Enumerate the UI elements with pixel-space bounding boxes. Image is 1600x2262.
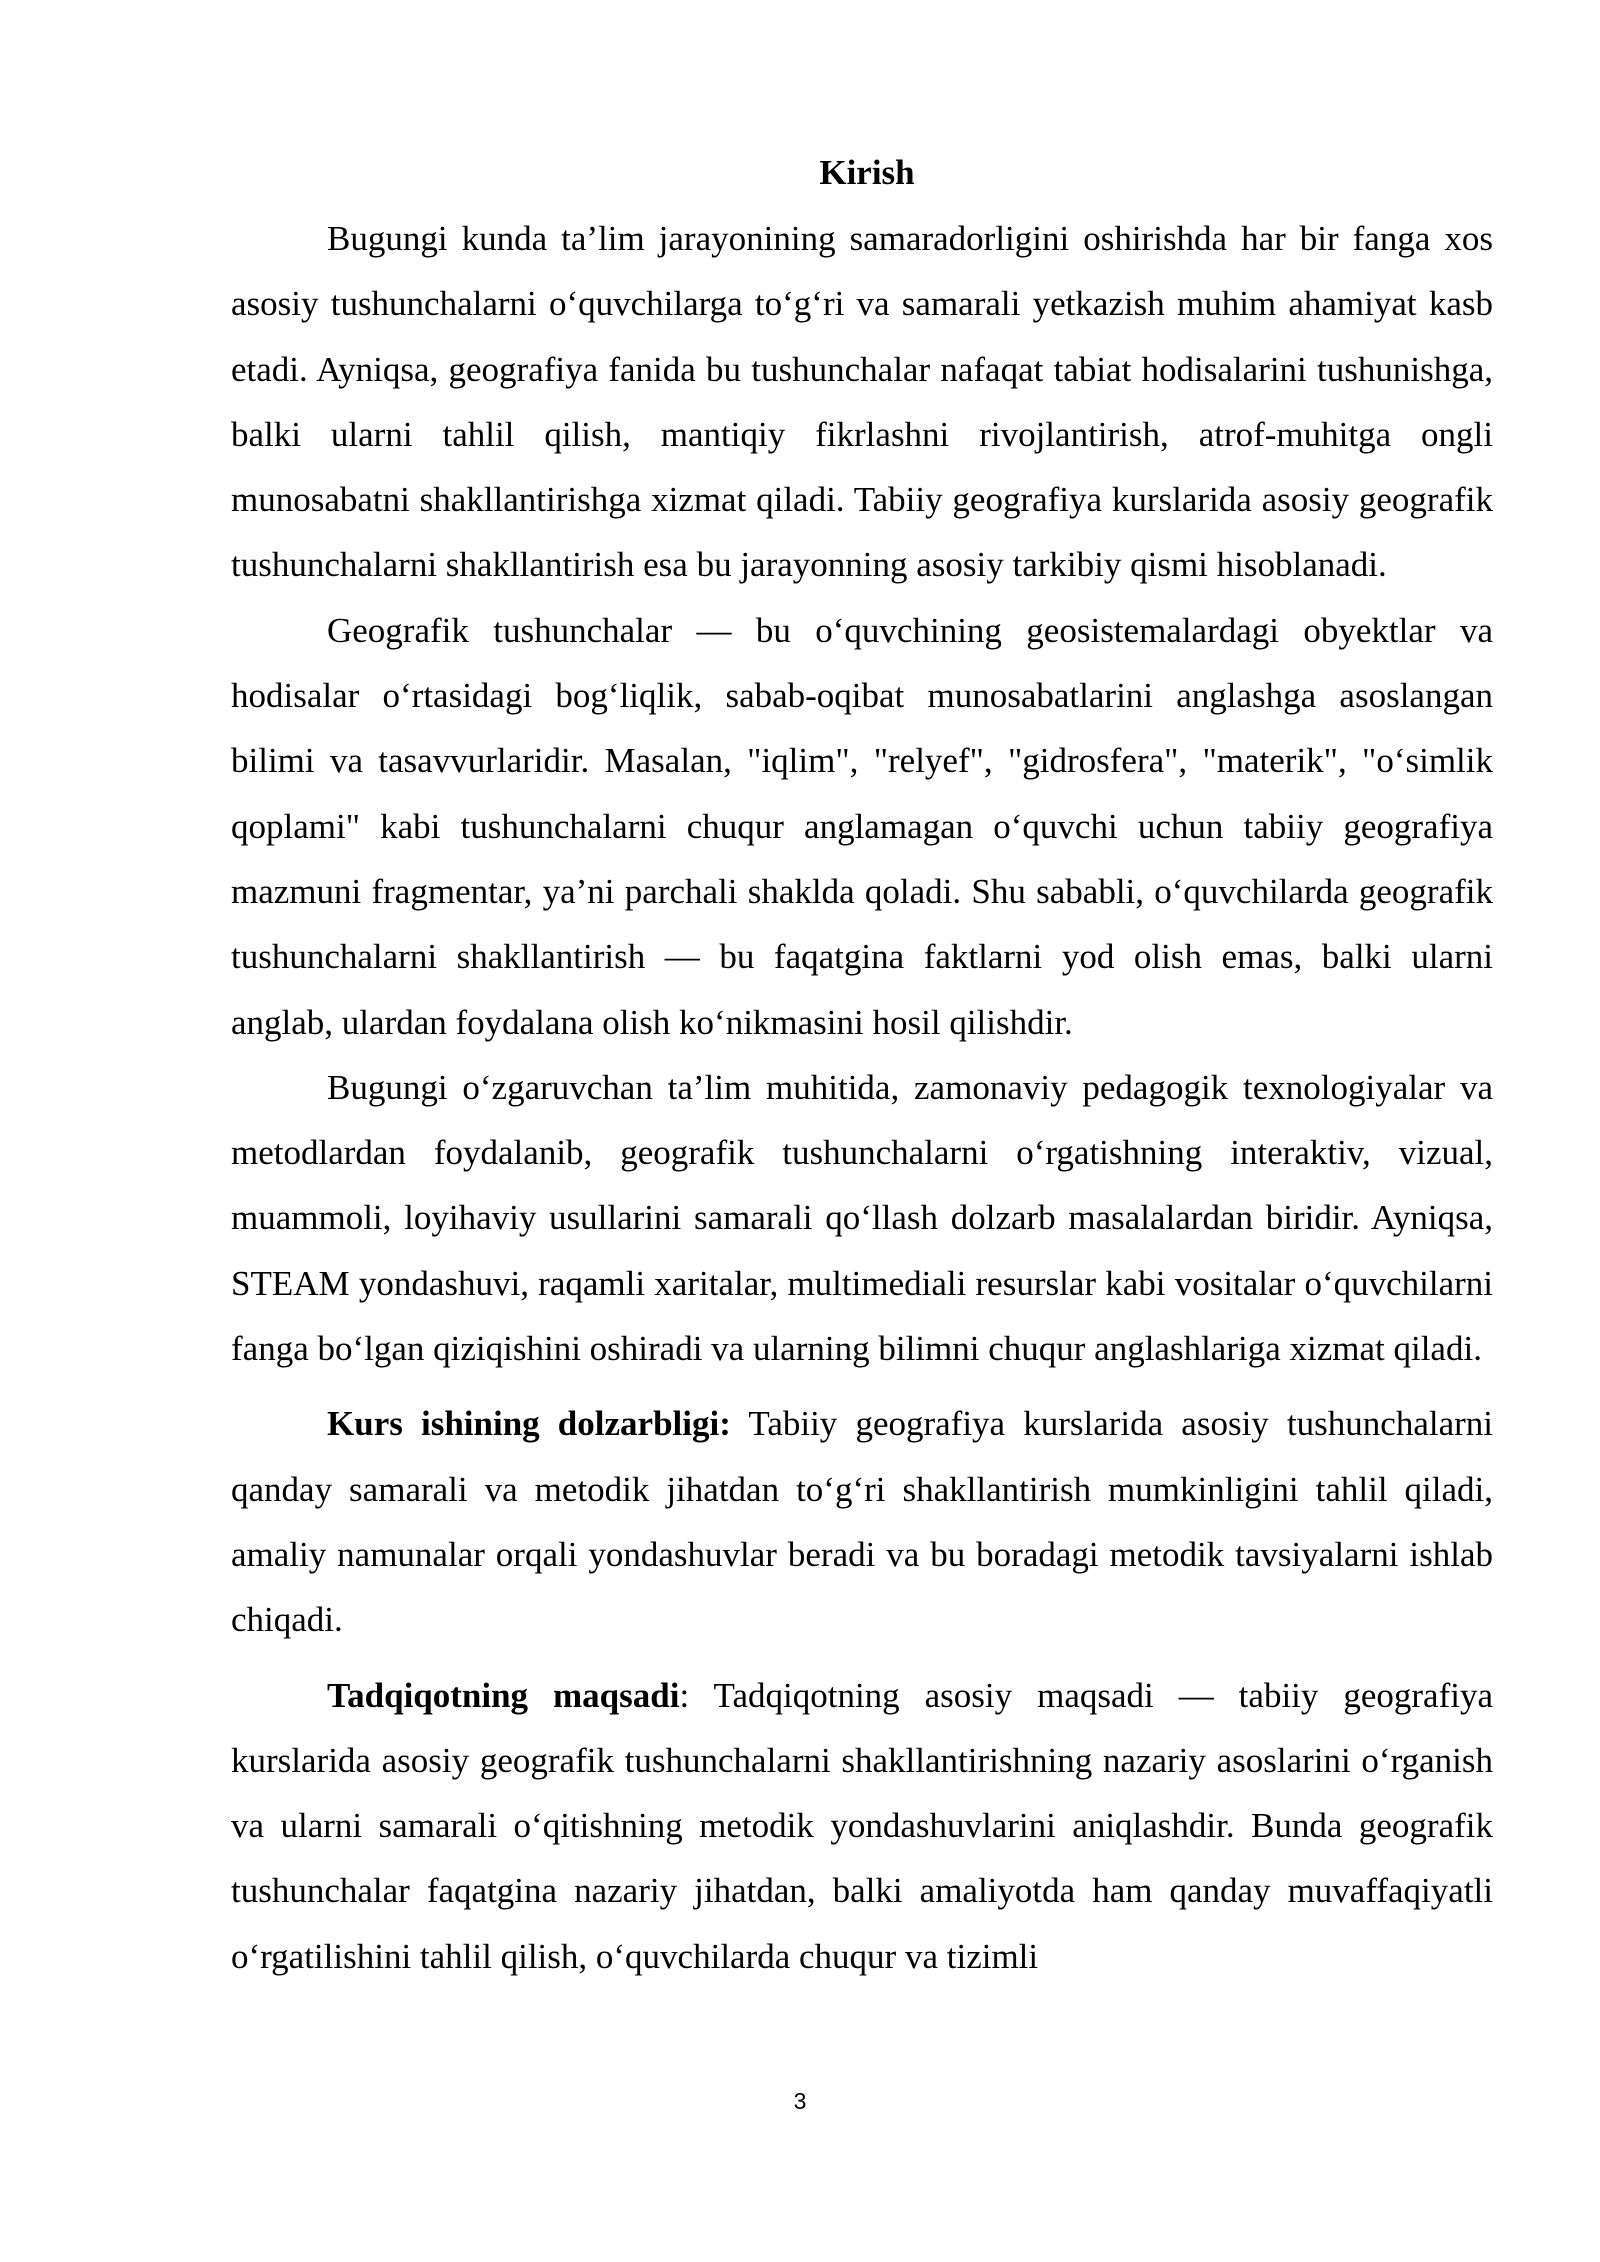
paragraph-relevance xyxy=(231,1391,1493,1652)
page-number: 3 xyxy=(793,2088,807,2114)
paragraph-geographic-concepts: Geografik tushunchalar — bu o‘quvchining geosistemalardagi obyektlar va hodisalar o‘rtasidagi bog‘liqlik, sabab-oqibat munosabatlarini anglashga asoslangan bilimi va tasavvurlaridir. Masalan, "iqlim", "relyef", "gidrosfera", "materik", "o‘simlik qoplami" kabi tushunchalarni chuqur anglamagan o‘quvchi uchun tabiiy geografiya mazmuni fragmentar, ya’ni parchali shaklda qoladi. Shu sababli, o‘quvchilarda geografik tushunchalarni shakllantirish — bu faqatgina faktlarni yod olish emas, balki ularni anglab, ulardan foydalana olish ko‘nikmasini hosil qilishdir. xyxy=(231,610,1493,1042)
paragraph-research-goal xyxy=(231,1663,1493,1989)
relevance-heading: Kurs ishining dolzarbligi: xyxy=(327,1404,731,1444)
relevance-text: Tabiiy geografiya kurslarida asosiy tushunchalarni qanday samarali va metodik jihatdan to‘g‘ri shakllantirish mumkinligini tahlil qiladi, amaliy namunalar orqali yondashuvlar beradi va bu boradagi metodik tavsiyalarni ishlab chiqadi. xyxy=(231,1404,1493,1640)
paragraph-introduction: Bugungi kunda ta’lim jarayonining samaradorligini oshirishda har bir fanga xos asosiy tushunchalarni o‘quvchilarga to‘g‘ri va samarali yetkazish muhim ahamiyat kasb etadi. Ayniqsa, geografiya fanida bu tushunchalar nafaqat tabiat hodisalarini tushunishga, balki ularni tahlil qilish, mantiqiy fikrlashni rivojlantirish, atrof-muhitga ongli munosabatni shakllantirishga xizmat qiladi. Tabiiy geografiya kurslarida asosiy geografik tushunchalarni shakllantirish esa bu jarayonning asosiy tarkibiy qismi hisoblanadi. xyxy=(231,219,1493,585)
research-goal-heading: Tadqiqotning maqsadi xyxy=(327,1675,680,1715)
document-page xyxy=(231,140,1493,1989)
section-title: Kirish xyxy=(819,153,915,192)
paragraph-teaching-environment: Bugungi o‘zgaruvchan ta’lim muhitida, zamonaviy pedagogik texnologiyalar va metodlardan foydalanib, geografik tushunchalarni o‘rgatishning interaktiv, vizual, muammoli, loyihaviy usullarini samarali qo‘llash dolzarb masalalardan biridir. Ayniqsa, STEAM yondashuvi, raqamli xaritalar, multimediali resurslar kabi vositalar o‘quvchilarni fanga bo‘lgan qiziqishini oshiradi va ularning bilimni chuqur anglashlariga xizmat qiladi. xyxy=(231,1067,1493,1369)
research-goal-text: : Tadqiqotning asosiy maqsadi — tabiiy geografiya kurslarida asosiy geografik tushunchalarni shakllantirishning nazariy asoslarini o‘rganish va ularni samarali o‘qitishning metodik yondashuvlarini aniqlashdir. Bunda geografik tushunchalar faqatgina nazariy jihatdan, balki amaliyotda ham qanday muvaffaqiyatli o‘rgatilishini tahlil qilish, o‘quvchilarda chuqur va tizimli xyxy=(231,1675,1493,1976)
